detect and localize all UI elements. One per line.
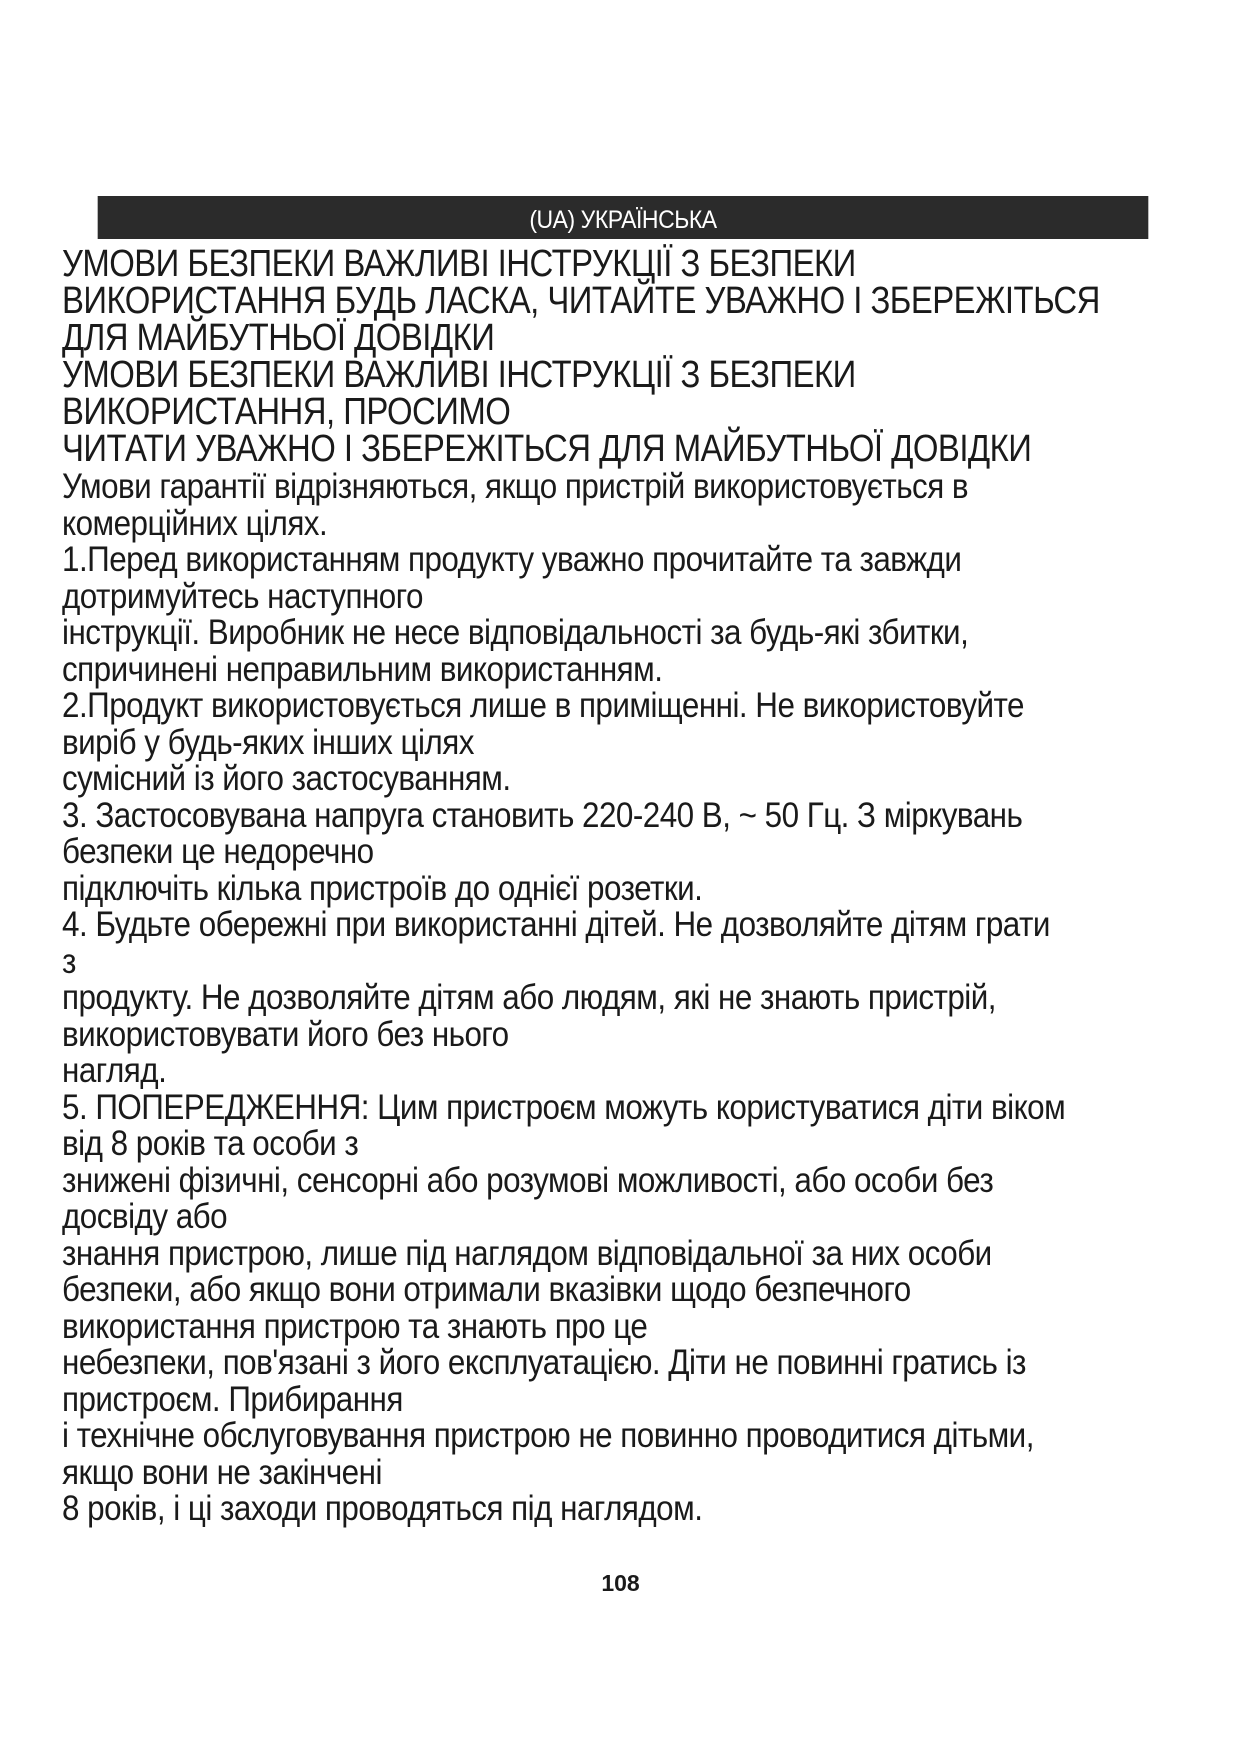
body-line: і технічне обслуговування пристрою не повинно проводитися дітьми, — [62, 1415, 1034, 1455]
body-line: Умови гарантії відрізняються, якщо пристрій використовується в — [62, 466, 969, 506]
heading-line: УМОВИ БЕЗПЕКИ ВАЖЛИВІ ІНСТРУКЦІЇ З БЕЗПЕКИ — [62, 243, 856, 285]
document-content — [62, 243, 1202, 1528]
language-header-title: (UA) УКРАЇНСЬКА — [529, 206, 717, 234]
safety-body-text — [62, 468, 1202, 1527]
body-line: пристроєм. Прибирання — [62, 1378, 403, 1419]
heading-line: ЧИТАТИ УВАЖНО І ЗБЕРЕЖІТЬСЯ ДЛЯ МАЙБУТНЬОЇ ДОВІДКИ — [62, 428, 1032, 470]
body-line: інструкції. Виробник не несе відповідальності за будь-які збитки, — [62, 612, 969, 652]
body-line: з — [62, 940, 76, 981]
heading-line: ДЛЯ МАЙБУТНЬОЇ ДОВІДКИ — [62, 317, 495, 359]
body-line: 1.Перед використанням продукту уважно прочитайте та завжди — [62, 539, 962, 579]
safety-heading — [62, 243, 1202, 470]
body-line: використання пристрою та знають про це — [62, 1305, 648, 1346]
page-number: 108 — [601, 1570, 640, 1596]
body-line: 2.Продукт використовується лише в приміщенні. Не використовуйте — [62, 685, 1024, 725]
body-line: сумісний із його застосуванням. — [62, 758, 511, 798]
body-line: 4. Будьте обережні при використанні дітей. Не дозволяйте дітям грати — [62, 904, 1050, 944]
body-line: спричинені неправильним використанням. — [62, 648, 663, 689]
body-line: безпеки це недоречно — [62, 831, 374, 871]
body-line: використовувати його без нього — [62, 1013, 509, 1054]
body-line: від 8 років та особи з — [62, 1123, 359, 1163]
body-line: безпеки, або якщо вони отримали вказівки щодо безпечного — [62, 1269, 911, 1309]
body-line: небезпеки, пов'язані з його експлуатацією. Діти не повинні гратись із — [62, 1342, 1026, 1382]
body-line: виріб у будь-яких інших цілях — [62, 721, 474, 762]
body-line: 8 років, і ці заходи проводяться під наглядом. — [62, 1488, 703, 1528]
body-line: якщо вони не закінчені — [62, 1451, 382, 1492]
body-line: продукту. Не дозволяйте дітям або людям, які не знають пристрій, — [62, 977, 996, 1017]
body-line: дотримуйтесь наступного — [62, 575, 423, 616]
body-line: 5. ПОПЕРЕДЖЕННЯ: Цим пристроєм можуть користуватися діти віком — [62, 1086, 1066, 1127]
body-line: знижені фізичні, сенсорні або розумові можливості, або особи без — [62, 1159, 994, 1200]
body-line: 3. Застосовувана напруга становить 220-240 В, ~ 50 Гц. З міркувань — [62, 794, 1023, 835]
body-line: нагляд. — [62, 1050, 167, 1090]
heading-line: ВИКОРИСТАННЯ, ПРОСИМО — [62, 391, 511, 433]
body-line: знання пристрою, лише під наглядом відповідальної за них особи — [62, 1232, 992, 1273]
heading-line: ВИКОРИСТАННЯ БУДЬ ЛАСКА, ЧИТАЙТЕ УВАЖНО І ЗБЕРЕЖІТЬСЯ — [62, 280, 1100, 322]
body-line: комерційних цілях. — [62, 502, 328, 543]
heading-line: УМОВИ БЕЗПЕКИ ВАЖЛИВІ ІНСТРУКЦІЇ З БЕЗПЕКИ — [62, 354, 856, 396]
body-line: досвіду або — [62, 1196, 228, 1236]
language-header-bar — [98, 196, 1149, 239]
body-line: підключіть кілька пристроїв до однієї розетки. — [62, 867, 703, 908]
